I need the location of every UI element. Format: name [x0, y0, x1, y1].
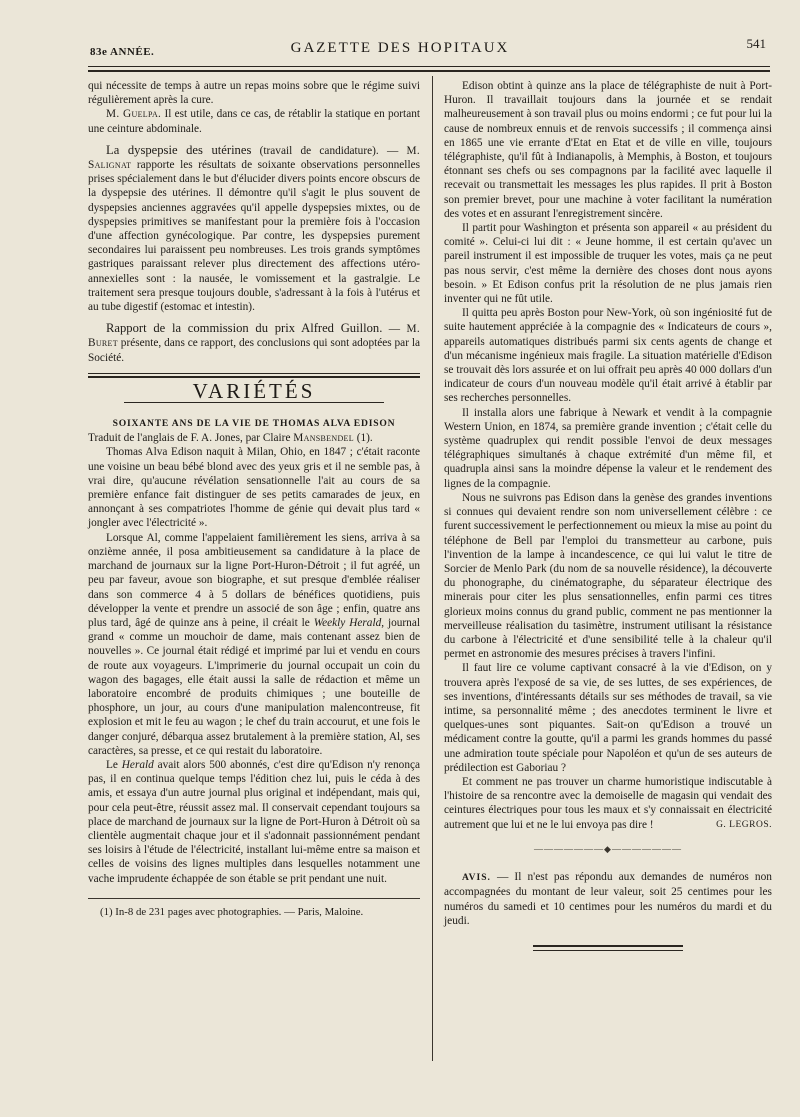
paragraph — [88, 321, 420, 365]
paragraph: Il partit pour Washington et présenta son appareil « au président du comité ». Celui-ci lui dit : « Jeune homme, il est certain qu'avec un pareil instrument il est impossible de truquer les votes, mais ça ne peut pas nous servir, c'est même la dernière des choses dont nous ayons besoin. » Et Edison confus prit la résolution de ne plus jamais rien inventer qui ne fût utile. — [444, 222, 772, 306]
paragraph — [88, 531, 420, 758]
paragraph — [88, 143, 420, 314]
section-title: VARIÉTÉS — [192, 378, 316, 403]
speaker-name: M. Buret — [88, 323, 420, 350]
right-column — [444, 79, 772, 951]
paragraph: Il installa alors une fabrique à Newark et vendit à la compagnie Western Union, en 1874, sa première grande invention ; c'était celle du système quadruplex qui rendit possible l'envoi de deux messages télégraphiques simultanés à chaque extrémité d'un même fil, et quadrupla ainsi sans la moindre dépense la valeur et le rendement des lignes de la compagnie. — [444, 406, 772, 490]
author-signature: G. LEGROS. — [716, 819, 772, 830]
paragraph: Thomas Alva Edison naquit à Milan, Ohio, en 1847 ; c'était raconte une voisine un beau bébé blond avec des yeux gris et il ne semble pas, à vrai dire, qu'aucune révélation sensationnelle l'ait au cours de sa première enfance fait distinguer de ses petits camarades de jeux, en annonçant à ses compatriotes l'homme de génie qui devait plus tard « jongler avec l'électricité ». — [88, 446, 420, 530]
newspaper-name: Herald — [121, 758, 154, 771]
header-year: 83e ANNÉE. — [90, 46, 155, 58]
paragraph-text: Il est utile, dans ce cas, de rétablir la statique en portant une ceinture abdominale. — [88, 108, 420, 135]
ornament-rule — [533, 945, 683, 951]
paragraph: Il quitta peu après Boston pour New-York, où son ingéniosité fut de suite hautement appréciée à la compagnie des « Indicateurs de cours », appareils automatiques distribués parmi six cents agents de change et d'un mécanisme ingénieux mais fragile. La situation matérielle d'Edison se trouvait dès lors assurée et on lui offrait peu après 40 000 dollars d'un indicateur de cours d'un nouveau modèle qu'il était arrivé à établir par ses recherches personnelles. — [444, 307, 772, 405]
header-rule — [88, 66, 770, 67]
paragraph-text: Et comment ne pas trouver un charme humoristique indiscutable à l'histoire de sa rencontre avec la demoiselle de magasin qui vendait des ceintures électriques pour tous les maux et s'y connaissait en électricité autrement que lui et ne le lui envoya pas dire ! — [444, 775, 772, 831]
translator-name: Mansbendel — [293, 432, 354, 445]
speaker-name: M. Salignat — [88, 144, 420, 172]
paragraph-text: avait alors 500 abonnés, c'est dire qu'Edison n'y renonça pas, il en continua quelque temps l'édition chez lui, puis le céda à des amis, et essaya d'un autre journal plus original et indépendant, mais qui, pour cela peut-être, réussit assez mal. Il conservait cependant toujours sa place de marchand de journaux sur la ligne de Port-Huron à Détroit où sa clientèle augmentait chaque jour et il s'adonnait passionnément pendant ses loisirs à l'étude de l'électricité, installant lui-même entre sa maison et celles de voisins des lignes multiples dans lesquelles notamment une vache imprudente échappée de son étable se prit pendant une nuit. — [88, 758, 420, 885]
section-heading: La dyspepsie des utérines — [106, 142, 252, 157]
paragraph-text: présente, dans ce rapport, des conclusions qui sont adoptées par la Société. — [88, 337, 420, 364]
paragraph: qui nécessite de temps à autre un repas moins sobre que le régime suivi régulièrement après la cure. — [88, 80, 420, 107]
article-title: SOIXANTE ANS DE LA VIE DE THOMAS ALVA EDISON — [112, 418, 396, 430]
paragraph-text: Lorsque Al, comme l'appelaient familièrement les siens, arriva à sa onzième année, il posa ambitieusement sa candidature à la place de marchand de journaux sur la ligne Port-Huron-Détroit ; il fut agréé, un peu par faveur, avoue son biographe, et sut presque d'emblée réaliser dans son commerce 4 à 5 dollars de bénéfices quotidiens, puis développer la vente et prendre un associé de son âge ; enfin, quatre ans plus tard, âgé de quinze ans à peine, il créait le — [88, 531, 420, 629]
paragraph: Edison obtint à quinze ans la place de télégraphiste de nuit à Port-Huron. Il travaillait toujours dans la journée et se rendait malheureusement à son travail plus ou moins endormi ; ce fut pour lui la cause de nombreux ennuis et de renvois successifs ; il commença ainsi en 1865 une vie errante d'Etat en Etat et de ville en ville, toujours télégraphiste, qu'il fût à Indianapolis, à Memphis, à Boston, et toujours étonnant ses chefs ou ses compagnons par la facilité avec laquelle il recevait ou transmettait les messages les plus rapides. Il prit à Boston son premier brevet, pour une machine à voter facilitant la numération des votes et en assurant l'enregistrement sincère. — [444, 80, 772, 220]
heading-dash: — — [382, 323, 407, 336]
paragraph: Nous ne suivrons pas Edison dans la genèse des grandes inventions si connues qui devaient rendre son nom universellement célèbre : ce furent successivement le perfectionnement ou mieux la mise au point du téléphone de Bell par l'emploi du transmetteur au carbone, puis l'invention de la lampe à incandescence, ce qui lui valut le titre de Sorcier de Menlo Park (du nom de sa nouvelle résidence), la découverte du phonographe, du cinématographe, du séparateur électrique des minerais pour citer les plus sensationnelles, enfin parmi ces titres glorieux moins connus du grand public, comment ne pas mentionner la merveilleuse réalisation du tasimètre, instrument utilisant la résistance du carbone à l'électricité et d'une sensibilité telle à la chaleur qu'il permet en astronomie des mesures précises à travers l'infini. — [444, 491, 772, 661]
column-separator — [432, 76, 433, 1061]
paragraph — [88, 107, 420, 135]
paragraph-text: rapporte les résultats de soixante observations personnelles prises spécialement dans le but d'élucider divers points encore obscurs de la dyspepsie des utérines. Il démontre qu'il s'agit le plus souvent de dyspepsies anciennes aggravées qu'il appelle dyspepsies mixtes, ou de dyspepsies primitives se manifestant pour la première fois à l'occasion d'une affection gynécologique. Par contre, les dyspepsies purement secondaires lui paraissent peu nombreuses. Les trois grands symptômes gastriques paraissant relever plus directement des affections utéro-annexielles sont : la nausée, le vomissement et la gastralgie. Le traitement sera presque toujours double, s'adressant à la fois à l'utérus et au tube digestif (estomac et intestin). — [88, 159, 420, 314]
paragraph-text: Le — [106, 758, 122, 771]
notice-label: AVIS. — [462, 872, 491, 883]
speaker-name: M. Guelpa. — [106, 108, 162, 121]
notice — [444, 870, 772, 929]
notice-text: — Il n'est pas répondu aux demandes de numéros non accompagnées du montant de leur valeur, soit 25 centimes pour les numéros du samedi et 10 centimes pour les numéros du mardi et du jeudi. — [444, 870, 772, 928]
section-heading: Rapport de la commission du prix Alfred Guillon. — [106, 321, 383, 336]
paragraph-text: , journal grand « comme un mouchoir de dame, mais contenant assez bien de nouvelles ». Ce journal était rédigé et imprimé par lui et vendu en cours de route aux voyageurs. L'imprimerie du journal occupait un coin du wagon des bagages, elle était aussi la salle de rédaction et même un laboratoire encombré de produits chimiques ; une bouteille de phosphore, un jour, au cours d'une manipulation malencontreuse, fit explosion et mit le feu au wagon ; le chef du train accourut, et une fois le danger conjuré, débarqua assez brutalement à la première station, Al, ses caractères, sa presse, et ce qui restait du laboratoire. — [88, 616, 420, 757]
header-rule-thick — [88, 70, 770, 72]
section-rule — [88, 373, 420, 374]
paragraph — [444, 775, 772, 832]
footnote-rule — [88, 898, 420, 899]
section-rule-thick — [88, 376, 420, 378]
page-number: 541 — [746, 36, 766, 51]
paragraph — [88, 758, 420, 886]
header-title: GAZETTE DES HOPITAUX — [290, 40, 510, 56]
ornament-divider: ———————◆——————— — [534, 843, 682, 854]
byline-text: Traduit de l'anglais de F. A. Jones, par Claire — [88, 432, 294, 445]
footnote: (1) In-8 de 231 pages avec photographies. — Paris, Maloine. — [100, 905, 364, 918]
newspaper-name: Weekly Herald — [313, 616, 382, 629]
heading-sub: (travail de candidature). — — [251, 144, 407, 157]
left-column — [88, 79, 420, 919]
footnote-ref: (1). — [353, 432, 373, 445]
paragraph: Il faut lire ce volume captivant consacré à la vie d'Edison, on y trouvera après l'exposé de sa vie, de ses luttes, de ses expériences, de ses inventions, d'intéressants détails sur ses méthodes de travail, sa vie intime, sa personnalité même ; des anecdotes terminent le livre et quelques-unes sont piquantes. Sait-on qu'Edison a trouvé un médicament contre la goutte, qu'il a parmi les grands hommes du passé une admiration toute spéciale pour Napoléon et qu'un de ses auteurs de prédilection est Gaboriau ? — [444, 662, 772, 774]
article-byline — [88, 431, 420, 445]
